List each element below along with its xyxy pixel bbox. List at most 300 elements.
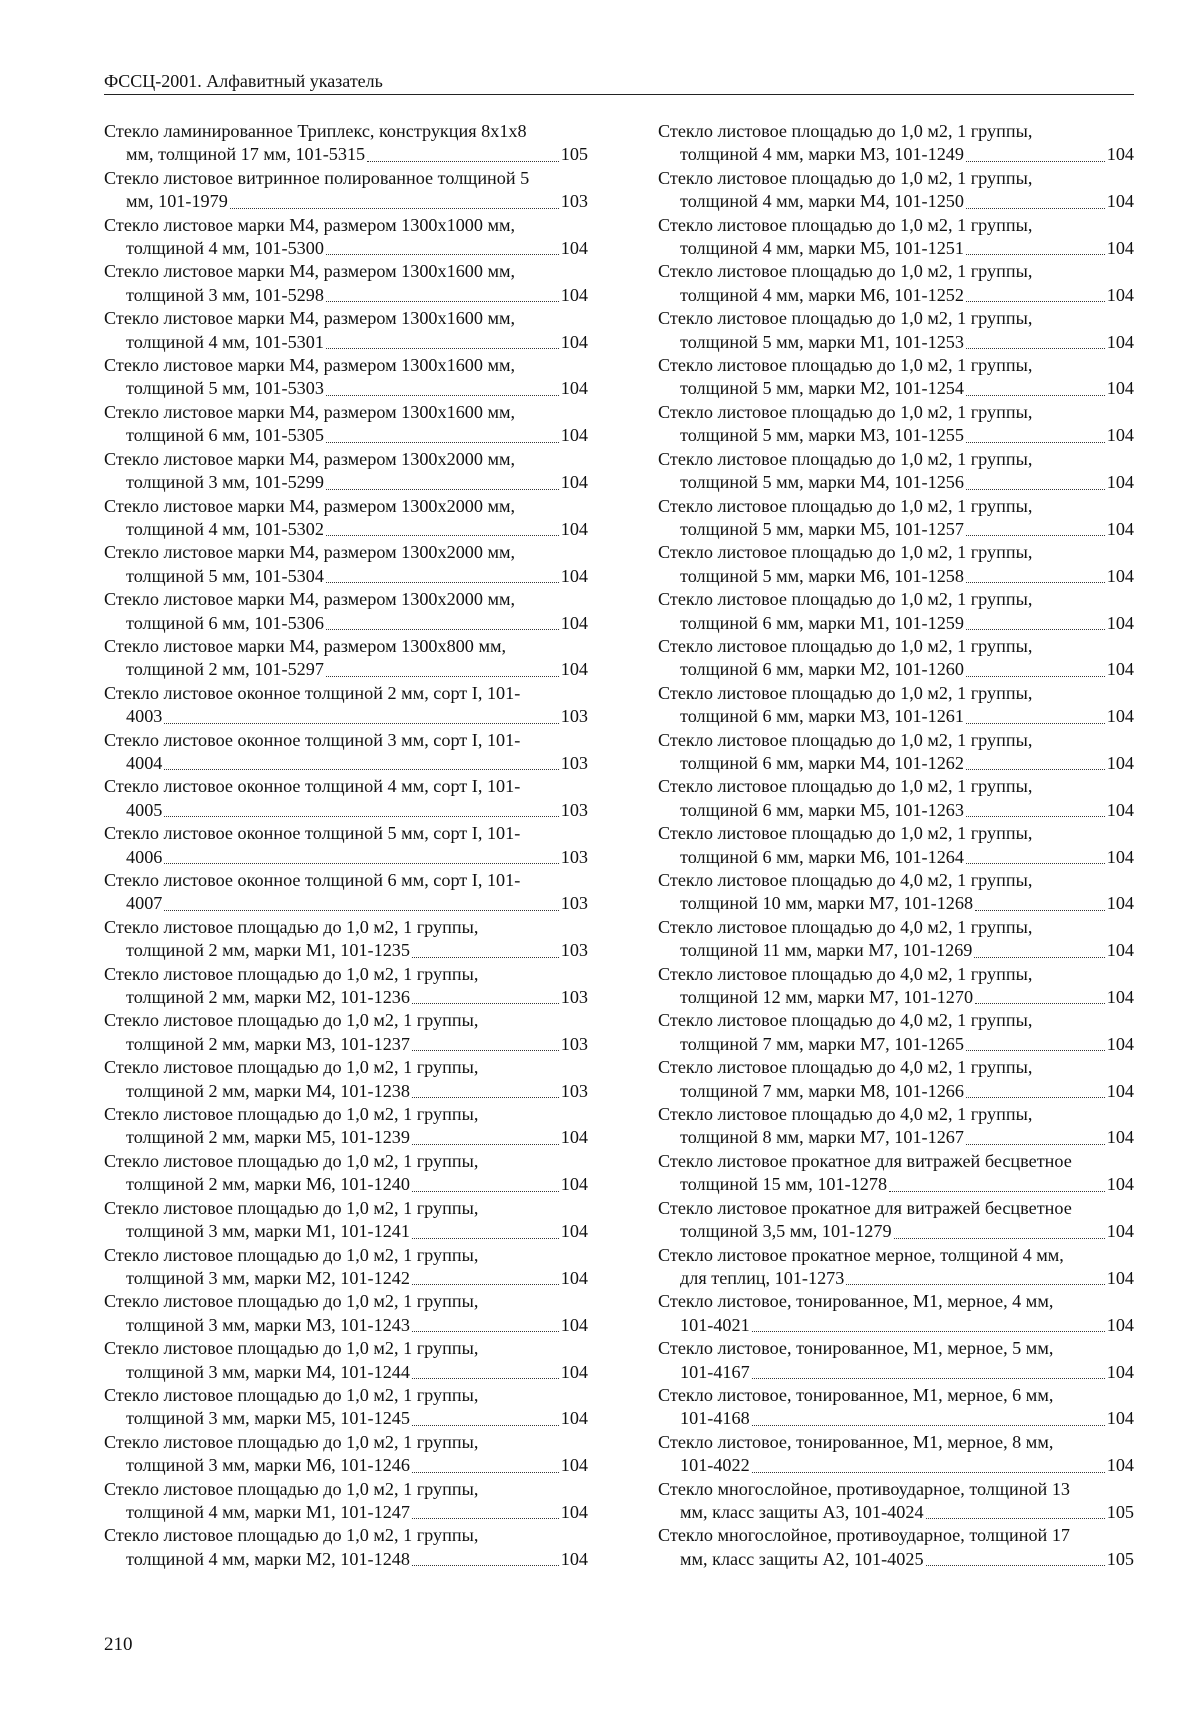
index-entry	[658, 448, 1134, 495]
entry-continuation: мм, толщиной 17 мм, 101-5315	[126, 144, 366, 165]
entry-continuation: толщиной 2 мм, 101-5297	[126, 659, 324, 680]
entry-first-line: Стекло листовое площадью до 1,0 м2, 1 группы,	[658, 823, 1033, 844]
entry-first-line: Стекло листовое площадью до 1,0 м2, 1 группы,	[104, 1057, 479, 1078]
dot-leader	[966, 394, 1105, 396]
entry-continuation: для теплиц, 101-1273	[680, 1267, 845, 1288]
index-entry	[658, 682, 1134, 729]
dot-leader	[164, 909, 558, 911]
entry-page-ref: 104	[560, 1455, 588, 1476]
dot-leader	[412, 1330, 559, 1332]
entry-page-ref: 104	[560, 1361, 588, 1382]
entry-continuation: толщиной 3 мм, 101-5299	[126, 472, 324, 493]
entry-second-line	[658, 1033, 1134, 1056]
dot-leader	[230, 207, 559, 209]
header-title: ФССЦ-2001. Алфавитный указатель	[104, 71, 383, 91]
entry-second-line	[658, 565, 1134, 588]
entry-continuation: 4006	[126, 846, 163, 867]
entry-second-line	[104, 190, 588, 213]
dot-leader	[846, 1283, 1104, 1285]
entry-continuation: толщиной 6 мм, марки М2, 101-1260	[680, 659, 964, 680]
entry-first-line: Стекло листовое марки М4, размером 1300х2000 мм,	[104, 448, 516, 469]
entry-continuation: толщиной 11 мм, марки М7, 101-1269	[680, 940, 973, 961]
entry-page-ref: 103	[560, 940, 588, 961]
entry-continuation: толщиной 5 мм, марки М4, 101-1256	[680, 472, 964, 493]
entry-page-ref: 104	[560, 378, 588, 399]
index-entry	[658, 1384, 1134, 1431]
entry-first-line: Стекло листовое площадью до 1,0 м2, 1 группы,	[658, 355, 1033, 376]
entry-continuation: толщиной 5 мм, марки М5, 101-1257	[680, 518, 964, 539]
entry-continuation: толщиной 5 мм, 101-5304	[126, 565, 324, 586]
index-entry	[658, 1150, 1134, 1197]
entry-second-line	[658, 1548, 1134, 1571]
entry-second-line	[104, 846, 588, 869]
entry-continuation: 4004	[126, 752, 163, 773]
entry-first-line: Стекло листовое площадью до 1,0 м2, 1 группы,	[104, 1291, 479, 1312]
dot-leader	[752, 1377, 1105, 1379]
entry-second-line	[658, 1501, 1134, 1524]
entry-second-line	[104, 892, 588, 915]
entry-second-line	[658, 1220, 1134, 1243]
entry-second-line	[104, 377, 588, 400]
index-entry	[104, 1478, 588, 1525]
entry-first-line: Стекло листовое площадью до 4,0 м2, 1 группы,	[658, 916, 1033, 937]
index-entry	[104, 1384, 588, 1431]
index-entry	[658, 120, 1134, 167]
entry-first-line: Стекло листовое площадью до 1,0 м2, 1 группы,	[104, 1431, 479, 1452]
entry-page-ref: 104	[1106, 659, 1134, 680]
dot-leader	[164, 815, 558, 817]
entry-page-ref: 104	[560, 1267, 588, 1288]
index-entry	[104, 167, 588, 214]
entry-continuation: 101-4167	[680, 1361, 750, 1382]
entry-page-ref: 104	[1106, 846, 1134, 867]
entry-second-line	[658, 377, 1134, 400]
entry-continuation: толщиной 2 мм, марки М6, 101-1240	[126, 1174, 410, 1195]
entry-continuation: толщиной 6 мм, марки М5, 101-1263	[680, 799, 964, 820]
entry-page-ref: 104	[560, 1127, 588, 1148]
entry-continuation: толщиной 3 мм, марки М3, 101-1243	[126, 1314, 410, 1335]
entry-second-line	[104, 518, 588, 541]
index-entry	[104, 963, 588, 1010]
entry-continuation: толщиной 4 мм, марки М6, 101-1252	[680, 284, 964, 305]
dot-leader	[975, 1002, 1105, 1004]
entry-first-line: Стекло листовое площадью до 1,0 м2, 1 группы,	[658, 401, 1033, 422]
entry-second-line	[104, 1033, 588, 1056]
entry-second-line	[658, 471, 1134, 494]
entry-first-line: Стекло листовое, тонированное, М1, мерное, 6 мм,	[658, 1384, 1054, 1405]
entry-page-ref: 104	[560, 565, 588, 586]
entry-second-line	[104, 565, 588, 588]
entry-page-ref: 104	[560, 284, 588, 305]
entry-second-line	[104, 658, 588, 681]
entry-first-line: Стекло многослойное, противоударное, толщиной 13	[658, 1478, 1071, 1499]
entry-page-ref: 103	[560, 846, 588, 867]
dot-leader	[966, 1096, 1105, 1098]
entry-first-line: Стекло листовое площадью до 4,0 м2, 1 группы,	[658, 870, 1033, 890]
entry-second-line	[658, 331, 1134, 354]
entry-page-ref: 104	[1106, 612, 1134, 633]
entry-first-line: Стекло листовое марки М4, размером 1300х2000 мм,	[104, 495, 516, 516]
entry-second-line	[658, 846, 1134, 869]
index-entry	[104, 682, 588, 729]
entry-first-line: Стекло листовое площадью до 1,0 м2, 1 группы,	[658, 776, 1033, 797]
entry-first-line: Стекло листовое площадью до 1,0 м2, 1 группы,	[658, 261, 1033, 282]
dot-leader	[889, 1190, 1105, 1192]
index-entry	[104, 448, 588, 495]
index-entry	[658, 635, 1134, 682]
entry-first-line: Стекло ламинированное Триплекс, конструкция 8х1х8	[104, 121, 527, 141]
dot-leader	[326, 253, 559, 255]
dot-leader	[966, 253, 1105, 255]
index-entry	[658, 214, 1134, 261]
entry-second-line	[658, 612, 1134, 635]
dot-leader	[412, 956, 559, 958]
dot-leader	[326, 628, 559, 630]
entry-continuation: 4003	[126, 706, 163, 727]
entry-first-line: Стекло листовое прокатное мерное, толщиной 4 мм,	[658, 1244, 1064, 1265]
entry-continuation: толщиной 12 мм, марки М7, 101-1270	[680, 987, 974, 1008]
entry-continuation: толщиной 2 мм, марки М3, 101-1237	[126, 1033, 410, 1054]
entry-page-ref: 104	[1106, 284, 1134, 305]
entry-first-line: Стекло листовое площадью до 1,0 м2, 1 группы,	[104, 1150, 479, 1171]
entry-page-ref: 104	[1106, 1127, 1134, 1148]
entry-page-ref: 104	[560, 1408, 588, 1429]
index-entry	[658, 963, 1134, 1010]
dot-leader	[326, 675, 559, 677]
entry-second-line	[658, 939, 1134, 962]
dot-leader	[412, 1190, 559, 1192]
entry-second-line	[658, 190, 1134, 213]
entry-page-ref: 104	[560, 1548, 588, 1569]
dot-leader	[326, 394, 559, 396]
index-entry	[658, 869, 1134, 916]
entry-page-ref: 104	[560, 331, 588, 352]
dot-leader	[966, 160, 1105, 162]
dot-leader	[412, 1049, 559, 1051]
entry-second-line	[658, 1454, 1134, 1477]
entry-continuation: толщиной 2 мм, марки М4, 101-1238	[126, 1080, 410, 1101]
index-entry	[104, 1056, 588, 1103]
index-entry	[104, 1290, 588, 1337]
index-entry	[658, 729, 1134, 776]
index-entry	[104, 1337, 588, 1384]
entry-second-line	[104, 939, 588, 962]
entry-second-line	[104, 143, 588, 166]
dot-leader	[412, 1517, 559, 1519]
dot-leader	[966, 1143, 1105, 1145]
entry-continuation: мм, класс защиты А3, 101-4024	[680, 1501, 924, 1522]
index-entry	[104, 541, 588, 588]
entry-page-ref: 104	[560, 425, 588, 446]
index-entry	[104, 1244, 588, 1291]
dot-leader	[326, 347, 559, 349]
entry-continuation: 101-4168	[680, 1408, 750, 1429]
entry-continuation: толщиной 3 мм, марки М5, 101-1245	[126, 1408, 410, 1429]
entry-first-line: Стекло листовое площадью до 1,0 м2, 1 группы,	[104, 1525, 479, 1546]
dot-leader	[966, 722, 1105, 724]
index-entry	[658, 495, 1134, 542]
dot-leader	[966, 581, 1105, 583]
entry-first-line: Стекло листовое площадью до 1,0 м2, 1 группы,	[104, 1010, 479, 1031]
index-entry	[658, 588, 1134, 635]
entry-first-line: Стекло листовое площадью до 1,0 м2, 1 группы,	[658, 167, 1033, 188]
entry-continuation: 4007	[126, 893, 163, 914]
index-entry	[104, 1431, 588, 1478]
dot-leader	[966, 1049, 1105, 1051]
index-entry	[104, 1197, 588, 1244]
entry-page-ref: 104	[1106, 1221, 1134, 1242]
entry-continuation: толщиной 6 мм, марки М1, 101-1259	[680, 612, 964, 633]
entry-page-ref: 104	[1106, 1267, 1134, 1288]
entry-page-ref: 105	[560, 144, 588, 165]
dot-leader	[752, 1330, 1105, 1332]
entry-second-line	[104, 1220, 588, 1243]
entry-first-line: Стекло листовое площадью до 4,0 м2, 1 группы,	[658, 1010, 1033, 1031]
dot-leader	[412, 1096, 559, 1098]
entry-continuation: толщиной 5 мм, марки М1, 101-1253	[680, 331, 964, 352]
index-entry	[104, 401, 588, 448]
dot-leader	[966, 207, 1105, 209]
index-entry	[104, 354, 588, 401]
index-entry	[658, 1337, 1134, 1384]
dot-leader	[412, 1283, 559, 1285]
index-entry	[104, 588, 588, 635]
entry-continuation: мм, класс защиты А2, 101-4025	[680, 1548, 924, 1569]
entry-page-ref: 104	[1106, 425, 1134, 446]
entry-first-line: Стекло листовое площадью до 1,0 м2, 1 группы,	[658, 635, 1033, 656]
entry-second-line	[658, 1361, 1134, 1384]
entry-continuation: толщиной 4 мм, 101-5300	[126, 238, 324, 259]
entry-page-ref: 104	[1106, 472, 1134, 493]
index-entry	[658, 916, 1134, 963]
entry-first-line: Стекло листовое марки М4, размером 1300х1600 мм,	[104, 355, 516, 376]
index-entry	[104, 1103, 588, 1150]
dot-leader	[326, 300, 559, 302]
dot-leader	[326, 488, 559, 490]
entry-continuation: 101-4021	[680, 1314, 750, 1335]
entry-first-line: Стекло листовое площадью до 1,0 м2, 1 группы,	[104, 1478, 479, 1499]
entry-continuation: толщиной 6 мм, марки М3, 101-1261	[680, 706, 964, 727]
entry-continuation: 101-4022	[680, 1455, 750, 1476]
index-entry	[658, 354, 1134, 401]
entry-second-line	[104, 331, 588, 354]
index-entry	[658, 1478, 1134, 1525]
entry-continuation: толщиной 10 мм, марки М7, 101-1268	[680, 893, 974, 914]
entry-continuation: толщиной 6 мм, 101-5305	[126, 425, 324, 446]
index-entry	[658, 541, 1134, 588]
entry-first-line: Стекло листовое марки М4, размером 1300х800 мм,	[104, 635, 507, 656]
index-entry	[104, 495, 588, 542]
entry-second-line	[104, 1361, 588, 1384]
index-entry	[104, 729, 588, 776]
index-entry	[104, 822, 588, 869]
entry-continuation: толщиной 3 мм, марки М1, 101-1241	[126, 1221, 410, 1242]
index-entry	[658, 1056, 1134, 1103]
entry-continuation: толщиной 2 мм, марки М1, 101-1235	[126, 940, 410, 961]
entry-second-line	[658, 752, 1134, 775]
entry-page-ref: 104	[1106, 565, 1134, 586]
entry-continuation: толщиной 4 мм, марки М5, 101-1251	[680, 238, 964, 259]
entry-first-line: Стекло листовое площадью до 4,0 м2, 1 группы,	[658, 1057, 1033, 1078]
entry-first-line: Стекло листовое марки М4, размером 1300х1600 мм,	[104, 401, 516, 422]
dot-leader	[966, 534, 1105, 536]
index-entry	[104, 1009, 588, 1056]
entry-second-line	[104, 986, 588, 1009]
index-entry	[104, 307, 588, 354]
entry-first-line: Стекло листовое площадью до 1,0 м2, 1 группы,	[104, 1104, 479, 1125]
entry-second-line	[104, 612, 588, 635]
entry-continuation: толщиной 3,5 мм, 101-1279	[680, 1221, 892, 1242]
entry-continuation: толщиной 4 мм, марки М4, 101-1250	[680, 191, 964, 212]
entry-continuation: толщиной 4 мм, 101-5302	[126, 518, 324, 539]
entry-continuation: толщиной 6 мм, марки М6, 101-1264	[680, 846, 964, 867]
entry-first-line: Стекло листовое марки М4, размером 1300х1600 мм,	[104, 308, 516, 329]
entry-first-line: Стекло листовое, тонированное, М1, мерное, 5 мм,	[658, 1338, 1054, 1359]
dot-leader	[926, 1517, 1105, 1519]
index-entry	[104, 869, 588, 916]
entry-second-line	[658, 237, 1134, 260]
entry-page-ref: 104	[560, 518, 588, 539]
dot-leader	[164, 862, 558, 864]
dot-leader	[412, 1471, 559, 1473]
entry-page-ref: 104	[560, 612, 588, 633]
entry-page-ref: 103	[560, 893, 588, 914]
entry-page-ref: 103	[560, 752, 588, 773]
entry-second-line	[658, 658, 1134, 681]
entry-second-line	[658, 424, 1134, 447]
entry-first-line: Стекло листовое площадью до 1,0 м2, 1 группы,	[658, 495, 1033, 516]
index-entry	[658, 775, 1134, 822]
dot-leader	[326, 441, 559, 443]
entry-first-line: Стекло листовое площадью до 1,0 м2, 1 группы,	[658, 729, 1033, 750]
index-entry	[104, 1524, 588, 1571]
entry-second-line	[104, 1080, 588, 1103]
entry-page-ref: 104	[560, 1221, 588, 1242]
entry-continuation: 4005	[126, 799, 163, 820]
entry-page-ref: 104	[1106, 1361, 1134, 1382]
entry-first-line: Стекло листовое, тонированное, М1, мерное, 8 мм,	[658, 1431, 1054, 1452]
entry-first-line: Стекло листовое марки М4, размером 1300х1000 мм,	[104, 214, 516, 235]
dot-leader	[966, 300, 1105, 302]
entry-first-line: Стекло листовое площадью до 1,0 м2, 1 группы,	[104, 963, 479, 984]
entry-page-ref: 104	[1106, 191, 1134, 212]
index-entry	[658, 307, 1134, 354]
entry-page-ref: 103	[560, 706, 588, 727]
index-entry	[104, 775, 588, 822]
entry-second-line	[104, 1501, 588, 1524]
entry-page-ref: 104	[560, 238, 588, 259]
entry-page-ref: 104	[560, 1501, 588, 1522]
page-header	[104, 70, 1134, 95]
entry-page-ref: 104	[1106, 987, 1134, 1008]
entry-page-ref: 103	[560, 1033, 588, 1054]
entry-page-ref: 104	[560, 659, 588, 680]
entry-continuation: толщиной 7 мм, марки М8, 101-1266	[680, 1080, 964, 1101]
dot-leader	[412, 1424, 559, 1426]
entry-first-line: Стекло листовое оконное толщиной 5 мм, сорт I, 101-	[104, 823, 521, 844]
entry-first-line: Стекло листовое площадью до 1,0 м2, 1 группы,	[104, 1197, 479, 1218]
index-entry	[658, 1009, 1134, 1056]
entry-first-line: Стекло листовое площадью до 1,0 м2, 1 группы,	[658, 308, 1033, 329]
index-entry	[658, 1290, 1134, 1337]
entry-continuation: толщиной 3 мм, марки М2, 101-1242	[126, 1267, 410, 1288]
entry-second-line	[658, 1407, 1134, 1430]
entry-page-ref: 104	[1106, 331, 1134, 352]
entry-first-line: Стекло листовое площадью до 1,0 м2, 1 группы,	[658, 589, 1033, 610]
entry-continuation: толщиной 3 мм, марки М6, 101-1246	[126, 1455, 410, 1476]
entry-second-line	[104, 284, 588, 307]
index-entry	[104, 120, 588, 167]
entry-first-line: Стекло листовое площадью до 1,0 м2, 1 группы,	[658, 121, 1033, 141]
entry-second-line	[658, 892, 1134, 915]
entry-second-line	[658, 284, 1134, 307]
entry-first-line: Стекло листовое оконное толщиной 3 мм, сорт I, 101-	[104, 729, 521, 750]
index-entry	[104, 1150, 588, 1197]
entry-first-line: Стекло листовое марки М4, размером 1300х2000 мм,	[104, 542, 516, 563]
dot-leader	[974, 956, 1104, 958]
dot-leader	[894, 1237, 1105, 1239]
entry-continuation: толщиной 6 мм, 101-5306	[126, 612, 324, 633]
entry-page-ref: 104	[1106, 1408, 1134, 1429]
entry-continuation: толщиной 2 мм, марки М5, 101-1239	[126, 1127, 410, 1148]
index-entry	[104, 214, 588, 261]
dot-leader	[412, 1237, 559, 1239]
entry-second-line	[104, 799, 588, 822]
entry-continuation: толщиной 5 мм, марки М3, 101-1255	[680, 425, 964, 446]
index-entry	[658, 822, 1134, 869]
entry-continuation: толщиной 4 мм, марки М3, 101-1249	[680, 144, 964, 165]
entry-page-ref: 104	[560, 472, 588, 493]
entry-continuation: толщиной 5 мм, марки М6, 101-1258	[680, 565, 964, 586]
entry-first-line: Стекло листовое марки М4, размером 1300х1600 мм,	[104, 261, 516, 282]
index-entry	[658, 1431, 1134, 1478]
dot-leader	[966, 347, 1105, 349]
entry-second-line	[658, 986, 1134, 1009]
entry-continuation: толщиной 4 мм, 101-5301	[126, 331, 324, 352]
dot-leader	[326, 534, 559, 536]
entry-first-line: Стекло листовое площадью до 1,0 м2, 1 группы,	[104, 1384, 479, 1405]
entry-second-line	[658, 1080, 1134, 1103]
dot-leader	[966, 441, 1105, 443]
entry-first-line: Стекло листовое площадью до 1,0 м2, 1 группы,	[658, 448, 1033, 469]
dot-leader	[966, 815, 1105, 817]
entry-second-line	[658, 143, 1134, 166]
entry-continuation: толщиной 7 мм, марки М7, 101-1265	[680, 1033, 964, 1054]
entry-page-ref: 104	[1106, 1455, 1134, 1476]
entry-page-ref: 104	[1106, 1314, 1134, 1335]
entry-continuation: толщиной 2 мм, марки М2, 101-1236	[126, 987, 410, 1008]
entry-second-line	[104, 237, 588, 260]
index-entry	[658, 167, 1134, 214]
entry-continuation: толщиной 3 мм, марки М4, 101-1244	[126, 1361, 410, 1382]
entry-second-line	[658, 1173, 1134, 1196]
index-entry	[658, 1524, 1134, 1571]
entry-page-ref: 104	[1106, 940, 1134, 961]
entry-first-line: Стекло листовое площадью до 4,0 м2, 1 группы,	[658, 1104, 1033, 1125]
entry-page-ref: 104	[1106, 893, 1134, 914]
entry-page-ref: 105	[1106, 1501, 1134, 1522]
entry-page-ref: 103	[560, 799, 588, 820]
entry-continuation: толщиной 3 мм, 101-5298	[126, 284, 324, 305]
entry-second-line	[104, 752, 588, 775]
dot-leader	[966, 768, 1105, 770]
entry-first-line: Стекло листовое площадью до 1,0 м2, 1 группы,	[658, 542, 1033, 563]
entry-continuation: толщиной 6 мм, марки М4, 101-1262	[680, 752, 964, 773]
dot-leader	[367, 160, 559, 162]
entry-second-line	[104, 1173, 588, 1196]
entry-first-line: Стекло листовое оконное толщиной 2 мм, сорт I, 101-	[104, 682, 521, 703]
entry-second-line	[658, 1314, 1134, 1337]
